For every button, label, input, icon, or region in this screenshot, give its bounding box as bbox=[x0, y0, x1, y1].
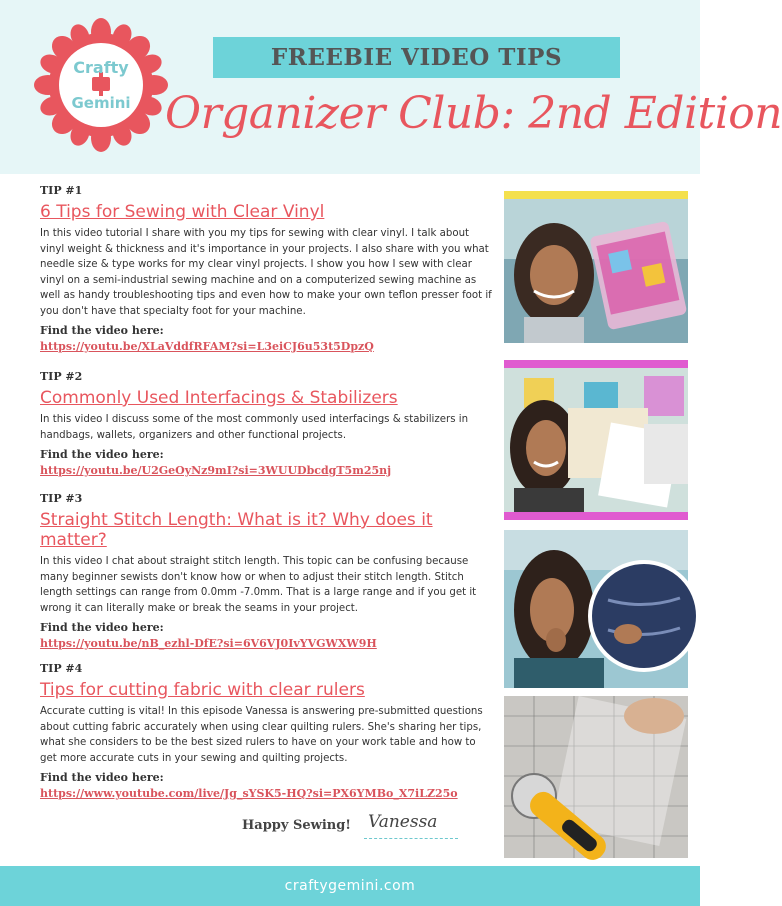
happy-sewing-text: Happy Sewing! bbox=[242, 818, 352, 833]
tip-description: In this video I discuss some of the most commonly used interfacings & stabilizers in handbags, wallets, organizers and other functional projects. bbox=[40, 414, 469, 441]
tip-title[interactable]: 6 Tips for Sewing with Clear Vinyl bbox=[40, 202, 325, 222]
woman-thinking-stitch-icon bbox=[504, 530, 688, 688]
tip-label: TIP #3 bbox=[40, 492, 83, 505]
tip-description: In this video I chat about straight stitch length. This topic can be confusing because many beginner sewists don't know how or when to adjust their stitch length. Stitch length settings can range from 0.0mm -7.0mm. That is a large range and if you get it wrong it can literally make or break the seams in your project. bbox=[40, 556, 477, 614]
banner-text: FREEBIE VIDEO TIPS bbox=[270, 44, 563, 71]
tip-4 bbox=[40, 662, 492, 800]
video-link[interactable]: https://youtu.be/XLaVddfRFAM?si=L3eiCJ6u53t5DpzQ bbox=[40, 340, 374, 353]
tip-1 bbox=[40, 184, 492, 353]
photo-4 bbox=[504, 696, 688, 858]
find-video-label: Find the video here: bbox=[40, 621, 164, 634]
video-link[interactable]: https://www.youtube.com/live/Jg_sYSK5-HQ?si=PX6YMBo_X7iLZ25o bbox=[40, 787, 458, 800]
page-footer bbox=[0, 866, 700, 906]
photo-2 bbox=[504, 360, 688, 520]
tip-title[interactable]: Tips for cutting fabric with clear rulers bbox=[40, 680, 365, 700]
video-link[interactable]: https://youtu.be/U2GeOyNz9mI?si=3WUUDbcdgT5m25nj bbox=[40, 464, 392, 477]
logo-text-gemini: Gemini bbox=[71, 94, 131, 112]
photo-bottom-bar bbox=[504, 512, 688, 520]
signature: Vanessa bbox=[368, 812, 438, 832]
logo-text-crafty: Crafty bbox=[73, 58, 129, 77]
photo-3 bbox=[504, 530, 688, 688]
tip-title[interactable]: Commonly Used Interfacings & Stabilizers bbox=[40, 388, 398, 408]
page-title: Organizer Club: 2nd Edition bbox=[165, 88, 782, 139]
tip-2 bbox=[40, 370, 492, 477]
find-video-label: Find the video here: bbox=[40, 771, 164, 784]
freebie-banner bbox=[213, 37, 620, 78]
woman-with-interfacing-icon bbox=[504, 368, 688, 512]
tip-title[interactable]: Straight Stitch Length: What is it? Why does it matter? bbox=[40, 510, 433, 550]
tip-3 bbox=[40, 492, 492, 650]
signature-underline bbox=[364, 838, 458, 839]
rotary-cutter-and-ruler-icon bbox=[504, 696, 688, 858]
tip-description: In this video tutorial I share with you my tips for sewing with clear vinyl. I talk about vinyl weight & thickness and it's importance in your projects. I also share with you what needle size & type works for my clear vinyl projects. I show you how I sew with clear vinyl on a semi-industrial sewing machine and on a computerized sewing machine as well as handy troubleshooting tips and even how to make your own teflon presser foot if you don't have that specialty foot for your machine. bbox=[40, 228, 492, 317]
tip-label: TIP #1 bbox=[40, 184, 83, 197]
tip-description: Accurate cutting is vital! In this episode Vanessa is answering pre-submitted questions about cutting fabric accurately when using clear quilting rulers. She's sharing her tips, what she considers to be the best sized rulers to have on your work table and how to get more accurate cuts in your sewing and quilting projects. bbox=[40, 706, 483, 764]
video-link[interactable]: https://youtu.be/nB_ezhl-DfE?si=6V6VJ0IvYVGWXW9H bbox=[40, 637, 377, 650]
find-video-label: Find the video here: bbox=[40, 324, 164, 337]
tip-label: TIP #2 bbox=[40, 370, 83, 383]
page-header bbox=[0, 0, 782, 174]
find-video-label: Find the video here: bbox=[40, 448, 164, 461]
photo-1 bbox=[504, 191, 688, 343]
photo-top-bar bbox=[504, 360, 688, 368]
woman-with-vinyl-pouch-icon bbox=[504, 199, 688, 343]
website-link[interactable]: craftygemini.com bbox=[284, 878, 416, 894]
photo-top-bar bbox=[504, 191, 688, 199]
crafty-gemini-logo bbox=[36, 20, 166, 150]
tip-label: TIP #4 bbox=[40, 662, 83, 675]
